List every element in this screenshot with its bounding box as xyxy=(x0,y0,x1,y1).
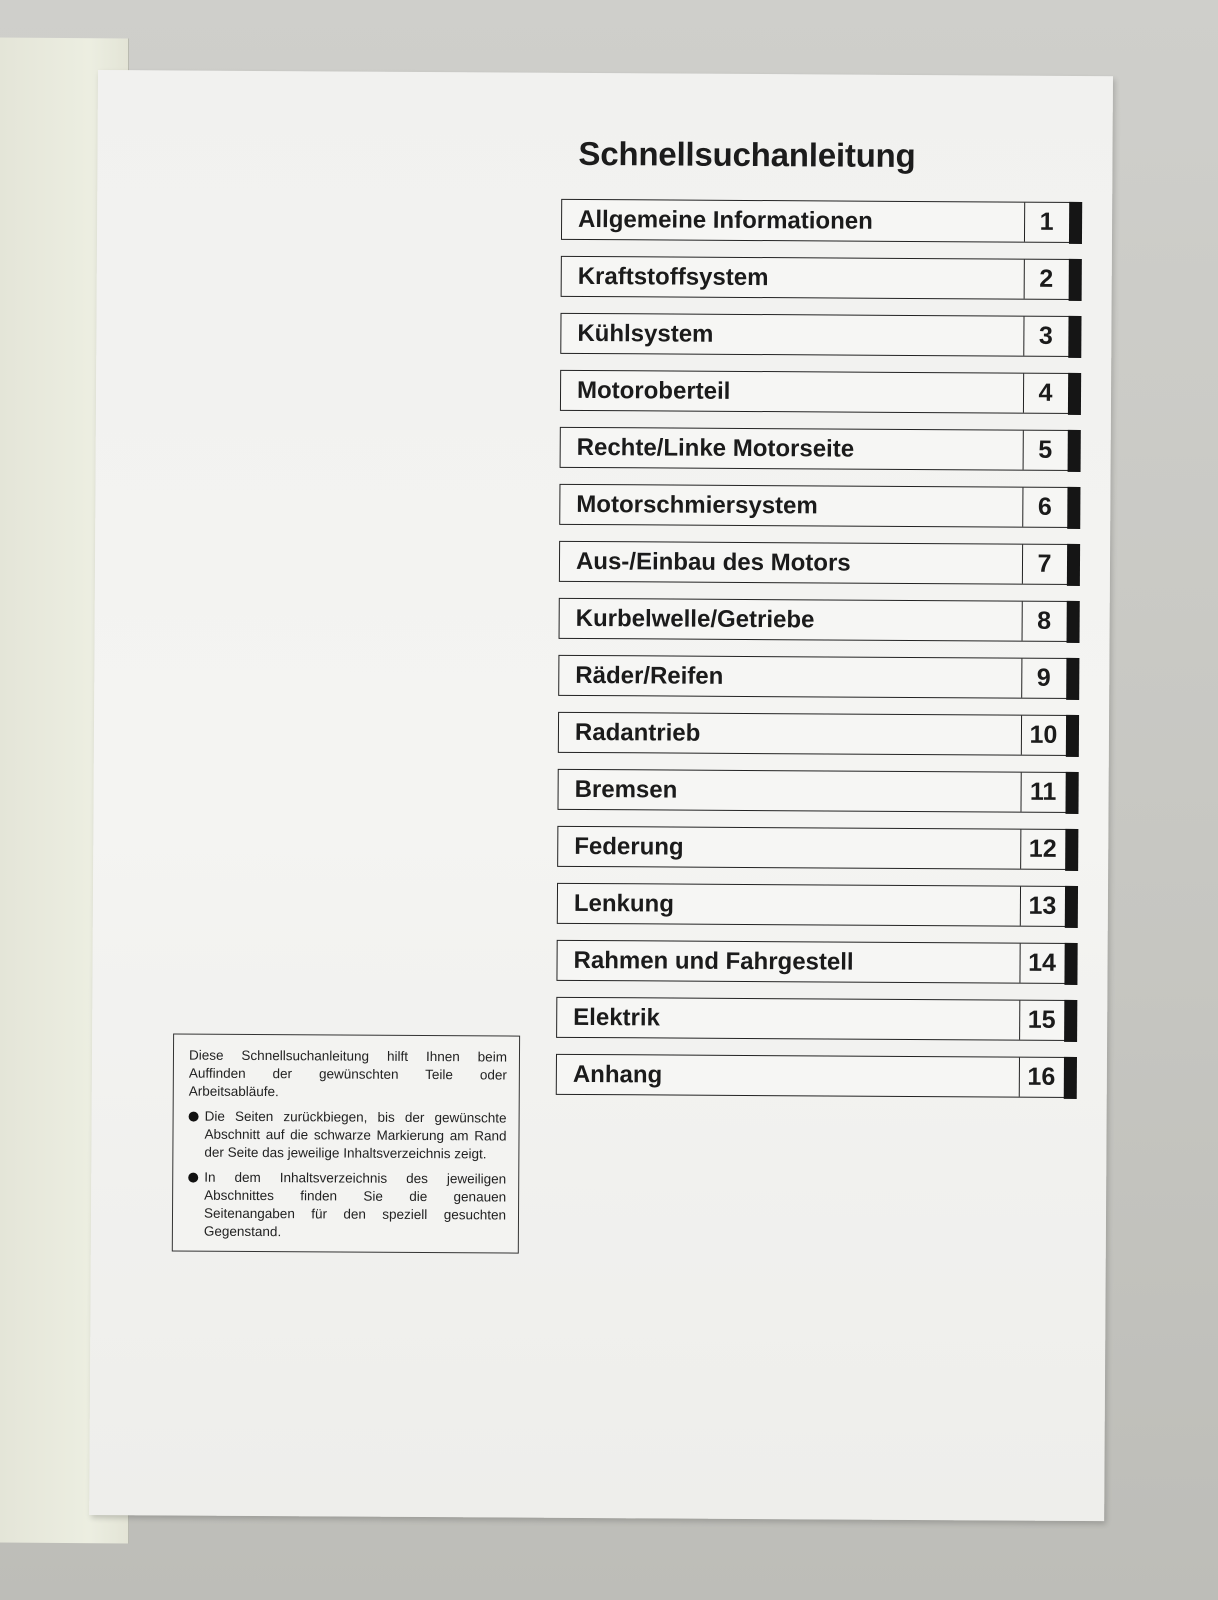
instruction-bullet-text: In dem Inhaltsverzeichnis des jeweiligen Abschnittes finden Sie die genauen Seitenangaben für den speziell gesuchten Gegenstand. xyxy=(203,1169,507,1240)
section-number: 16 xyxy=(1018,1058,1063,1097)
section-row[interactable] xyxy=(561,256,1081,300)
section-label: Räder/Reifen xyxy=(575,661,724,690)
section-number: 6 xyxy=(1022,488,1067,527)
section-row[interactable] xyxy=(558,655,1078,699)
section-number: 4 xyxy=(1022,374,1067,413)
section-tab-marker xyxy=(1065,771,1078,813)
section-number: 9 xyxy=(1021,659,1066,698)
section-row[interactable] xyxy=(560,313,1080,357)
section-index xyxy=(556,199,1082,1114)
section-row[interactable] xyxy=(556,997,1076,1041)
section-row[interactable] xyxy=(556,1054,1076,1098)
section-tab-marker xyxy=(1064,885,1077,927)
section-tab-marker xyxy=(1067,486,1080,528)
section-label: Kühlsystem xyxy=(577,319,714,348)
section-number: 7 xyxy=(1021,545,1066,584)
section-tab-marker xyxy=(1068,201,1081,243)
section-label: Lenkung xyxy=(573,889,675,918)
section-row[interactable] xyxy=(561,199,1081,243)
section-label: Elektrik xyxy=(573,1003,661,1031)
section-row[interactable] xyxy=(559,541,1079,585)
section-tab-marker xyxy=(1064,942,1077,984)
manual-page xyxy=(89,70,1113,1521)
instruction-bullet xyxy=(188,1169,506,1243)
section-tab-marker xyxy=(1066,543,1079,585)
section-row[interactable] xyxy=(559,598,1079,642)
section-row[interactable] xyxy=(558,712,1078,756)
section-number: 13 xyxy=(1019,887,1064,926)
instruction-intro: Diese Schnellsuchanleitung hilft Ihnen beim Auffinden der gewünschten Teile oder Arbeitsabläufe. xyxy=(188,1047,508,1100)
page-title: Schnellsuchanleitung xyxy=(578,134,916,174)
instruction-box xyxy=(172,1033,520,1253)
section-label: Motoroberteil xyxy=(576,376,731,405)
section-row[interactable] xyxy=(557,826,1077,870)
section-tab-marker xyxy=(1068,258,1081,300)
section-row[interactable] xyxy=(556,940,1076,984)
section-label: Anhang xyxy=(572,1060,663,1088)
section-row[interactable] xyxy=(560,427,1080,471)
section-number: 1 xyxy=(1023,203,1068,242)
section-label: Rechte/Linke Motorseite xyxy=(576,433,855,463)
bullet-dot-icon xyxy=(188,1173,198,1183)
section-row[interactable] xyxy=(557,769,1077,813)
section-tab-marker xyxy=(1066,657,1079,699)
section-label: Motorschmiersystem xyxy=(576,490,818,519)
section-row[interactable] xyxy=(560,370,1080,414)
section-number: 5 xyxy=(1022,431,1067,470)
section-number: 12 xyxy=(1020,830,1065,869)
section-number: 15 xyxy=(1019,1001,1064,1040)
section-row[interactable] xyxy=(557,883,1077,927)
section-number: 3 xyxy=(1023,317,1068,356)
section-number: 11 xyxy=(1020,773,1065,812)
section-tab-marker xyxy=(1065,714,1078,756)
section-tab-marker xyxy=(1067,429,1080,471)
section-label: Bremsen xyxy=(574,775,678,804)
bullet-dot-icon xyxy=(189,1112,199,1122)
section-number: 8 xyxy=(1021,602,1066,641)
section-number: 10 xyxy=(1020,716,1065,755)
section-number: 14 xyxy=(1019,944,1064,983)
section-tab-marker xyxy=(1068,315,1081,357)
section-label: Federung xyxy=(574,832,684,861)
section-tab-marker xyxy=(1067,372,1080,414)
section-tab-marker xyxy=(1064,999,1077,1041)
instruction-bullet-text: Die Seiten zurückbiegen, bis der gewünschte Abschnitt auf die schwarze Markierung am Rand der Seite das jeweilige Inhaltsverzeichnis zeigt. xyxy=(204,1108,507,1162)
section-label: Aus-/Einbau des Motors xyxy=(575,547,851,577)
section-number: 2 xyxy=(1023,260,1068,299)
section-label: Kraftstoffsystem xyxy=(577,262,769,291)
instruction-bullet xyxy=(188,1108,506,1164)
section-tab-marker xyxy=(1063,1056,1076,1098)
section-label: Rahmen und Fahrgestell xyxy=(573,946,854,976)
section-label: Allgemeine Informationen xyxy=(578,205,873,235)
section-label: Kurbelwelle/Getriebe xyxy=(575,604,815,633)
section-label: Radantrieb xyxy=(574,718,701,747)
section-tab-marker xyxy=(1065,828,1078,870)
section-tab-marker xyxy=(1066,600,1079,642)
section-row[interactable] xyxy=(559,484,1079,528)
